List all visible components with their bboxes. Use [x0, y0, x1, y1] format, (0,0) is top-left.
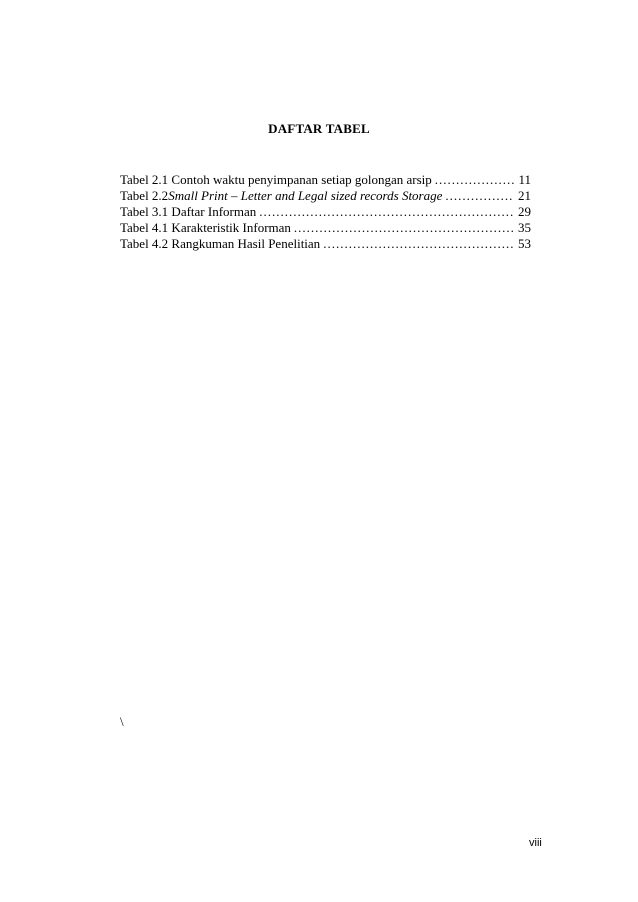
- toc-entry-label: [120, 236, 320, 252]
- toc-entry: [120, 236, 531, 252]
- toc-leader-dots: [294, 220, 514, 236]
- toc-entry-page: 35: [518, 220, 531, 235]
- toc-entry-page: 21: [518, 188, 531, 203]
- page-title: DAFTAR TABEL: [268, 121, 370, 136]
- page-number: viii: [529, 837, 542, 849]
- toc-entry-text: Tabel 4.1 Karakteristik Informan: [120, 220, 291, 235]
- toc-entry-label: [120, 188, 442, 204]
- toc-entry-text: Tabel 3.1 Daftar Informan: [120, 204, 257, 219]
- toc-entry-text: Tabel 4.2 Rangkuman Hasil Penelitian: [120, 236, 321, 251]
- toc-entry-text: Tabel 2.2: [120, 188, 169, 203]
- toc-entry-page: 29: [518, 204, 531, 219]
- toc-entry: [120, 188, 531, 204]
- toc-entry-page: 53: [518, 236, 531, 251]
- toc-entry-text: Tabel 2.1 Contoh waktu penyimpanan setiap golongan arsip: [120, 172, 432, 187]
- toc-leader-dots: [435, 172, 514, 188]
- toc-leader-dots: [259, 204, 514, 220]
- toc-entry-label: [120, 204, 256, 220]
- toc-leader-dots: [445, 188, 514, 204]
- stray-backslash-mark: \: [120, 714, 124, 729]
- table-list: [120, 172, 531, 252]
- toc-entry-label: [120, 220, 291, 236]
- toc-entry: [120, 204, 531, 220]
- toc-entry-label: [120, 172, 432, 188]
- toc-entry: [120, 172, 531, 188]
- toc-entry: [120, 220, 531, 236]
- toc-entry-italic-text: Small Print – Letter and Legal sized records Storage: [168, 188, 443, 203]
- toc-entry-page: 11: [518, 172, 531, 187]
- toc-leader-dots: [323, 236, 514, 252]
